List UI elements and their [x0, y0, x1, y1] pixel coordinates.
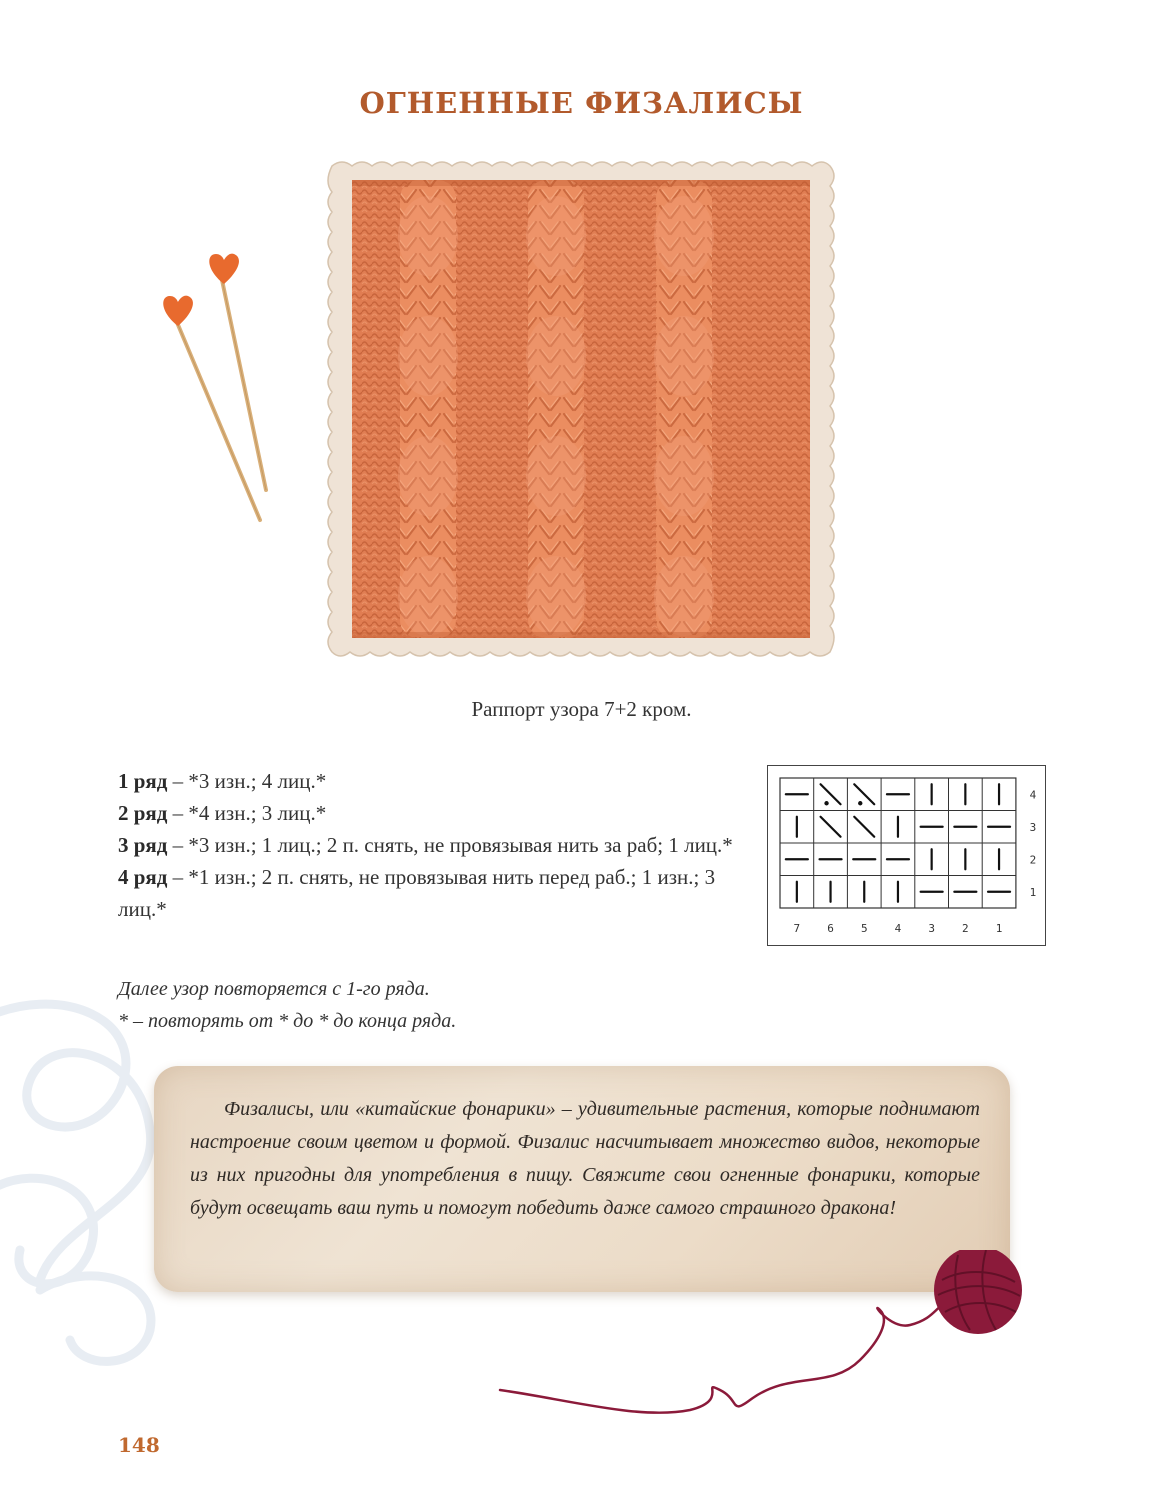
row-text: – *3 изн.; 4 лиц.* — [167, 769, 327, 793]
knitting-pins-icon — [150, 250, 280, 530]
chart-col-label: 5 — [860, 922, 868, 935]
chart-col-label: 2 — [962, 922, 969, 935]
page-title: ОГНЕННЫЕ ФИЗАЛИСЫ — [359, 86, 804, 120]
chart-col-label: 3 — [928, 922, 935, 935]
row-text: – *3 изн.; 1 лиц.; 2 п. снять, не провязывая нить за раб; 1 лиц.* — [167, 833, 733, 857]
row-instruction — [118, 797, 748, 829]
yarn-ball-icon — [490, 1250, 1030, 1430]
chart-row-label: 1 — [1029, 885, 1037, 899]
asterisk-note: * – повторять от * до * до конца ряда. — [118, 1010, 457, 1032]
pattern-repeat-caption: Раппорт узора 7+2 кром. — [471, 697, 692, 721]
chart-col-label: 4 — [894, 922, 902, 935]
row-instruction — [118, 861, 748, 925]
row-label: 3 ряд — [118, 833, 168, 857]
repeat-note: Далее узор повторяется с 1-го ряда. — [118, 978, 430, 1000]
chart-row-label: 3 — [1029, 820, 1037, 834]
chart-col-label: 7 — [793, 922, 801, 935]
chart-border — [768, 766, 1046, 946]
info-paragraph: Физалисы, или «китайские фонарики» – удивительные растения, которые поднимают настроение своим цветом и формой. Физалис насчитывает множество видов, некоторые из них пригодны для употребления в пищу. Свяжите свои огненные фонарики, которые будут освещать ваш путь и помогут победить даже самого страшного дракона! — [190, 1098, 980, 1219]
chart-row-label: 4 — [1029, 788, 1037, 802]
row-label: 1 ряд — [118, 769, 168, 793]
knit-swatch-photo — [322, 156, 840, 662]
row-instructions — [118, 765, 748, 925]
row-text: – *4 изн.; 3 лиц.* — [167, 801, 327, 825]
chart-col-label: 6 — [827, 922, 834, 935]
chart-col-label: 1 — [995, 922, 1003, 935]
page-number: 148 — [118, 1433, 160, 1457]
info-box-text — [190, 1093, 980, 1225]
chart-row-label: 2 — [1029, 853, 1037, 867]
pattern-notes — [118, 973, 818, 1037]
row-label: 2 ряд — [118, 801, 168, 825]
row-text: – *1 изн.; 2 п. снять, не провязывая нить перед раб.; 1 изн.; 3 лиц.* — [118, 865, 716, 921]
knitting-chart — [767, 765, 1046, 946]
row-instruction — [118, 829, 748, 861]
slip-front-dot — [858, 801, 862, 805]
row-instruction — [118, 765, 748, 797]
slip-front-dot — [824, 801, 828, 805]
row-label: 4 ряд — [118, 865, 168, 889]
